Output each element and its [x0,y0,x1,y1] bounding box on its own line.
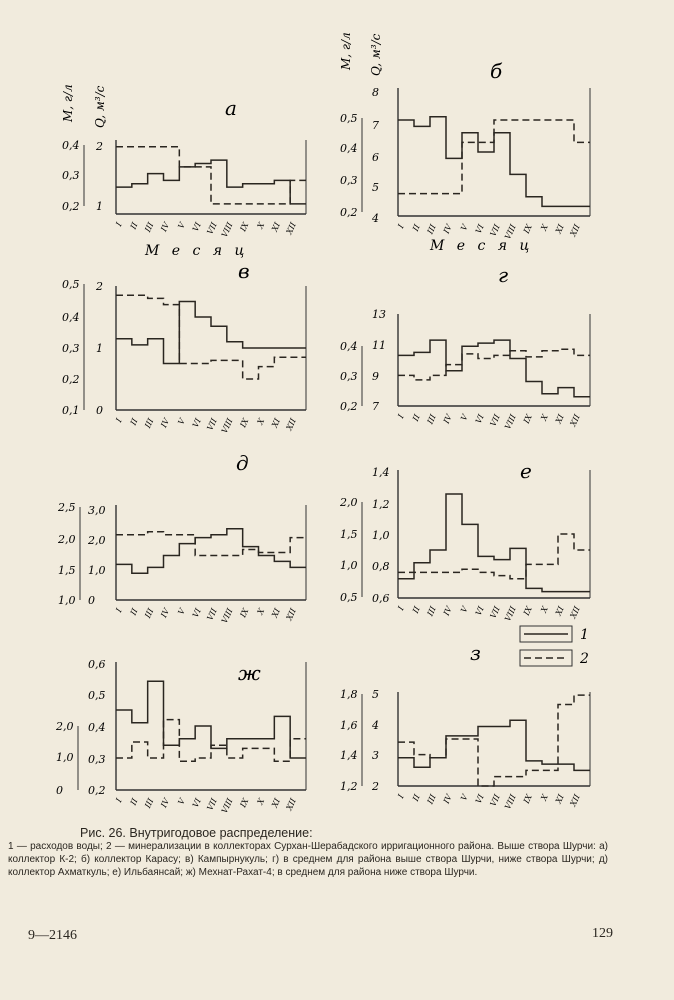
right-tick-label: 0,4 [88,721,106,734]
left-tick-label: 0,3 [340,174,358,187]
x-tick-label: XI [553,793,566,805]
left-tick-label: 1,0 [58,594,76,607]
left-tick-label: 0,5 [340,112,358,125]
x-tick-label: II [128,607,140,617]
x-tick-label: II [410,793,422,803]
right-tick-label: 0,6 [88,658,106,671]
panel-label: з [470,641,481,665]
series-2-step-line [398,349,590,380]
x-tick-label: II [410,605,422,615]
right-tick-label: 0,3 [88,753,106,766]
right-tick-label: 1,0 [372,529,390,542]
right-tick-label: 7 [372,400,379,413]
right-tick-label: 1 [96,342,103,355]
x-tick-label: IV [159,221,172,233]
x-tick-label: VII [205,221,219,236]
left-tick-label: 0,1 [62,404,80,417]
x-tick-label: III [143,221,156,234]
x-tick-label: VIII [503,413,518,431]
x-tick-label: II [128,417,140,427]
x-tick-label: I [114,797,124,804]
left-tick-label: 0,4 [340,340,358,353]
x-tick-label: V [459,413,470,423]
right-tick-label: 0,6 [372,592,390,605]
left-tick-label: 0 [56,784,63,797]
x-tick-label: VIII [503,223,518,241]
x-tick-label: V [176,417,188,427]
right-tick-label: 2,0 [88,534,106,547]
x-tick-label: X [255,797,267,807]
right-axis-title: Q, м³/с [369,33,383,76]
x-tick-label: X [255,221,267,231]
left-tick-label: 1,6 [340,719,358,732]
x-tick-label: V [459,223,470,233]
x-tick-label: IX [521,413,534,425]
x-tick-label: IV [441,413,454,425]
right-tick-label: 5 [372,181,379,194]
right-tick-label: 2 [96,140,103,153]
series-1-step-line [398,340,590,397]
x-tick-label: VI [473,793,486,805]
right-tick-label: 0,8 [372,560,390,573]
x-tick-label: IX [238,221,251,233]
x-tick-label: I [114,607,124,614]
x-tick-label: XII [568,793,582,808]
panel-label: г [498,263,509,287]
x-tick-label: XI [270,607,283,619]
left-tick-label: 1,0 [340,559,358,572]
x-tick-label: IX [238,607,251,619]
series-2-step-line [116,147,306,204]
left-tick-label: 0,2 [340,206,358,219]
left-tick-label: 0,3 [62,169,80,182]
left-tick-label: 0,4 [62,311,80,324]
x-tick-label: IV [441,223,454,235]
x-tick-label: VIII [219,221,235,239]
left-tick-label: 2,0 [56,720,74,733]
x-tick-label: III [143,417,156,430]
left-tick-label: 2,5 [58,501,76,514]
x-tick-label: II [410,413,422,423]
x-tick-label: X [255,417,267,427]
x-tick-label: IV [441,605,454,617]
right-axis-title: Q, м³/с [93,85,107,128]
right-tick-label: 0 [88,594,95,607]
left-tick-label: 2,0 [58,533,76,546]
right-tick-label: 13 [372,308,386,321]
x-tick-label: V [176,221,188,231]
x-tick-label: IX [238,417,251,429]
x-tick-label: VII [488,223,502,238]
left-tick-label: 0,5 [340,591,358,604]
right-tick-label: 0,2 [88,784,106,797]
x-tick-label: VI [473,223,486,235]
x-tick-label: VI [190,221,203,233]
x-tick-label: VI [473,605,486,617]
x-tick-label: VII [488,605,502,620]
x-tick-label: II [410,223,422,233]
left-tick-label: 0,5 [62,278,80,291]
x-tick-label: IX [238,797,251,809]
x-tick-label: VII [488,413,502,428]
left-tick-label: 0,4 [340,142,358,155]
left-axis-title: M, г/л [339,32,353,70]
x-tick-label: III [143,797,156,810]
left-tick-label: 0,2 [62,200,80,213]
figure-legend-text: 1 — расходов воды; 2 — минерализации в коллекторах Сурхан-Шерабадского ирригационного района. Выше створа Шурчи: а) коллектор К-2; б) коллектор Карасу; в) Кампырнукуль; г) в среднем для района выше створа Шурчи, ниже створа Шурчи; д) коллектор Ахматкуль; е) Ильбаянсай; ж) Мехнат-Рахат-4; в среднем для района ниже створа Шурчи. [8,841,608,878]
x-tick-label: II [128,221,140,231]
right-tick-label: 8 [372,86,379,99]
x-tick-label: VIII [503,605,518,623]
x-tick-label: I [114,417,124,424]
right-tick-label: 7 [372,119,379,132]
x-tick-label: X [539,223,550,233]
x-tick-label: IX [521,605,534,617]
left-tick-label: 1,2 [340,780,358,793]
x-tick-label: III [143,607,156,620]
x-axis-title: М е с я ц [145,243,249,259]
x-tick-label: IV [159,607,172,619]
left-tick-label: 0,3 [62,342,80,355]
left-tick-label: 1,5 [340,528,358,541]
x-tick-label: X [255,607,267,617]
left-tick-label: 0,4 [62,139,80,152]
left-tick-label: 1,8 [340,688,358,701]
series-2-step-line [116,295,306,379]
right-tick-label: 6 [372,151,379,164]
x-tick-label: III [425,413,438,426]
x-tick-label: VII [205,797,219,812]
right-tick-label: 2 [96,280,103,293]
x-tick-label: I [396,793,406,800]
right-tick-label: 4 [372,212,379,225]
right-tick-label: 4 [372,719,379,732]
x-tick-label: V [459,793,470,803]
x-tick-label: X [539,413,550,423]
x-tick-label: I [396,413,406,420]
x-tick-label: VI [190,607,203,619]
x-tick-label: II [128,797,140,807]
x-tick-label: VI [190,797,203,809]
figure-caption: Рис. 26. Внутригодовое распределение: [80,826,313,840]
x-tick-label: IV [441,793,454,805]
x-tick-label: XII [284,417,298,432]
series-1-step-line [398,720,590,770]
x-tick-label: XII [284,607,298,622]
panel-label: б [490,59,503,83]
series-2-step-line [398,695,590,786]
x-tick-label: VI [473,413,486,425]
x-tick-label: I [396,605,406,612]
right-tick-label: 1,0 [88,564,106,577]
x-tick-label: XII [568,413,582,428]
panel-label: в [238,259,250,283]
legend-label: 1 [580,627,589,643]
legend-label: 2 [580,651,589,667]
left-tick-label: 0,2 [62,373,80,386]
x-tick-label: IX [521,793,534,805]
x-tick-label: XII [568,223,582,238]
panel-label: е [520,459,532,483]
x-tick-label: III [425,605,438,618]
x-tick-label: XII [284,221,298,236]
left-tick-label: 1,5 [58,564,76,577]
panel-label: ж [238,661,261,685]
x-tick-label: X [539,605,550,615]
x-tick-label: VIII [503,793,518,811]
x-tick-label: XI [270,797,283,809]
x-tick-label: XI [553,413,566,425]
x-tick-label: VIII [219,797,235,815]
signature-mark: 9—2146 [28,928,77,943]
x-tick-label: III [425,793,438,806]
x-tick-label: XI [270,221,283,233]
right-tick-label: 1 [96,200,103,213]
left-tick-label: 2,0 [340,496,358,509]
right-tick-label: 11 [372,339,386,352]
left-tick-label: 1,0 [56,751,74,764]
left-axis-title: M, г/л [61,84,75,122]
right-tick-label: 3,0 [88,504,106,517]
right-tick-label: 0,5 [88,689,106,702]
x-axis-title: М е с я ц [430,238,534,254]
x-tick-label: VII [205,607,219,622]
right-tick-label: 2 [372,780,379,793]
x-tick-label: VII [488,793,502,808]
x-tick-label: I [396,223,406,230]
x-tick-label: XI [270,417,283,429]
x-tick-label: IX [521,223,534,235]
right-tick-label: 9 [372,370,379,383]
x-tick-label: VIII [219,417,235,435]
x-tick-label: V [459,605,470,615]
left-tick-label: 0,2 [340,400,358,413]
x-tick-label: XI [553,223,566,235]
x-tick-label: IV [159,797,172,809]
panel-label: д [236,451,249,475]
x-tick-label: VIII [219,607,235,625]
page-number: 129 [592,926,613,941]
left-tick-label: 0,3 [340,370,358,383]
panel-label: а [225,96,237,120]
series-2-step-line [398,120,590,194]
right-tick-label: 1,4 [372,466,390,479]
x-tick-label: I [114,221,124,228]
right-tick-label: 3 [372,749,379,762]
x-tick-label: VI [190,417,203,429]
x-tick-label: XI [553,605,566,617]
series-1-step-line [398,494,590,592]
right-tick-label: 5 [372,688,379,701]
x-tick-label: XII [284,797,298,812]
x-tick-label: X [539,793,550,803]
x-tick-label: III [425,223,438,236]
right-tick-label: 1,2 [372,498,390,511]
x-tick-label: IV [159,417,172,429]
x-tick-label: V [176,797,188,807]
x-tick-label: V [176,607,188,617]
x-tick-label: VII [205,417,219,432]
right-tick-label: 0 [96,404,103,417]
x-tick-label: XII [568,605,582,620]
left-tick-label: 1,4 [340,749,358,762]
series-1-step-line [116,302,306,364]
